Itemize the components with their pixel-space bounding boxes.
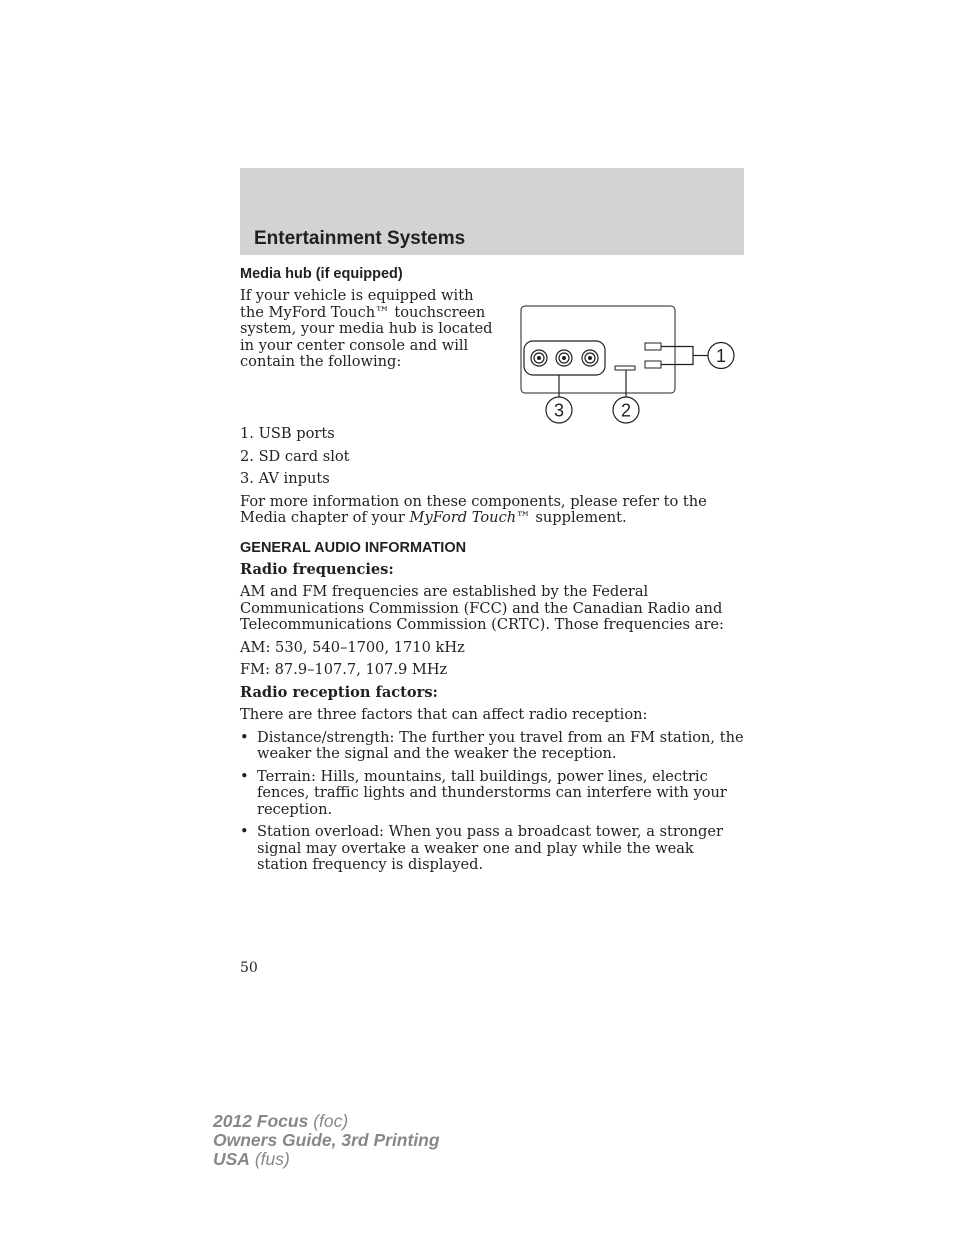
bullet-icon: •: [240, 728, 249, 746]
av-jack-icon: [556, 350, 572, 366]
radio-reception-intro: There are three factors that can affect radio reception:: [240, 706, 648, 723]
footer-line-model: 2012 Focus (foc): [213, 1111, 349, 1131]
media-hub-diagram: [519, 284, 747, 421]
list-item: • Distance/strength: The further you travel from an FM station, the weaker the signal and the weaker the reception.: [240, 728, 744, 762]
footer-line-market: USA (fus): [213, 1149, 290, 1169]
am-frequencies: AM: 530, 540–1700, 1710 kHz: [240, 638, 465, 656]
general-audio-heading: GENERAL AUDIO INFORMATION: [240, 539, 467, 556]
media-hub-intro: [240, 287, 745, 421]
list-item-sd-card-slot: 2. SD card slot: [240, 447, 350, 465]
radio-frequencies-text: AM and FM frequencies are established by the Federal Communications Commission (FCC) and the Canadian Radio and Telecommunications Commission (CRTC). Those frequencies are:: [240, 583, 724, 633]
media-hub-intro-text: If your vehicle is equipped with the MyFord Touch™ touchscreen system, your media hub is located in your center console and will contain the following:: [240, 287, 493, 370]
callout-1-label: 1: [715, 346, 727, 366]
media-hub-heading: Media hub (if equipped): [240, 266, 403, 282]
section-title: Entertainment Systems: [254, 228, 466, 249]
usb-port-icon: [645, 361, 661, 368]
list-item-av-inputs: 3. AV inputs: [240, 470, 330, 487]
list-item-usb-ports: 1. USB ports: [240, 425, 335, 442]
radio-frequencies-label: Radio frequencies:: [240, 560, 394, 578]
bullet-icon: •: [240, 823, 249, 840]
av-jack-icon: [582, 350, 598, 366]
av-jack-icon: [531, 350, 547, 366]
radio-reception-label: Radio reception factors:: [240, 683, 438, 701]
callout-3-label: 3: [553, 400, 565, 421]
reception-factors-list: [240, 730, 745, 874]
page-content: [240, 266, 745, 880]
list-item: • Terrain: Hills, mountains, tall buildings, power lines, electric fences, traffic lights and thunderstorms can interfere with your reception.: [240, 767, 727, 818]
fm-frequencies: FM: 87.9–107.7, 107.9 MHz: [240, 661, 448, 678]
bullet-icon: •: [240, 767, 249, 785]
document-footer: [213, 1112, 440, 1169]
more-info-paragraph: For more information on these components, please refer to the Media chapter of your MyFord Touch™ supplement.: [240, 492, 707, 526]
page-number: 50: [240, 960, 258, 976]
supplement-name: MyFord Touch: [409, 509, 517, 526]
sd-card-slot-icon: [615, 366, 635, 370]
callout-2-label: 2: [620, 400, 632, 421]
footer-line-edition: Owners Guide, 3rd Printing: [213, 1130, 440, 1150]
usb-port-icon: [645, 343, 661, 350]
list-item: • Station overload: When you pass a broadcast tower, a stronger signal may overtake a weaker one and play while the weak station frequency is displayed.: [240, 823, 724, 873]
